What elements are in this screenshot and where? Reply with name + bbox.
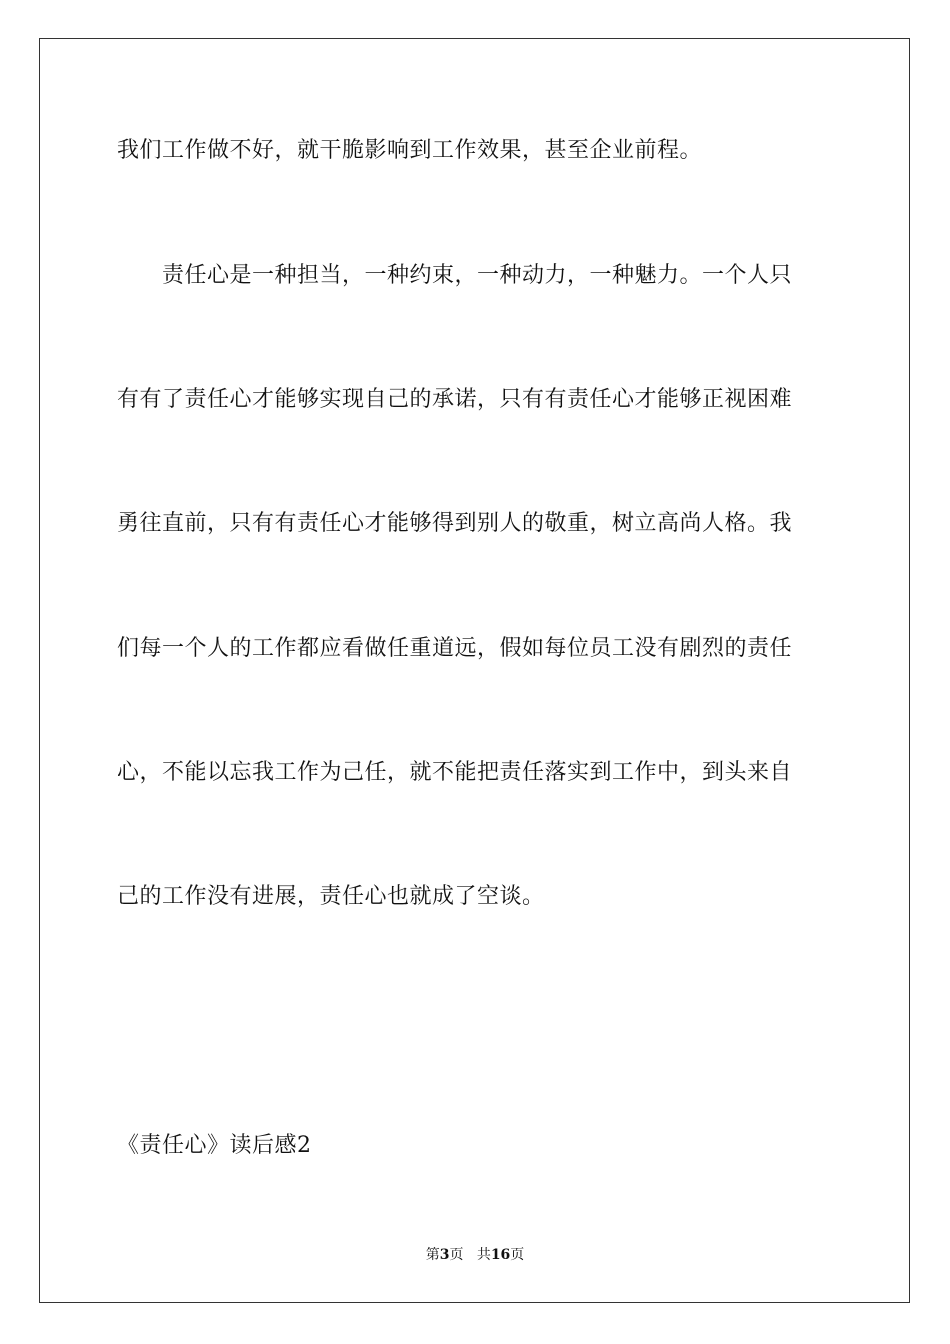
footer-page-number: 3 <box>439 1247 450 1263</box>
footer-page-prefix: 第 <box>425 1247 440 1263</box>
body-line-3: 有有了责任心才能够实现自己的承诺，只有有责任心才能够正视困难 <box>117 387 793 412</box>
section-title: 《责任心》读后感2 <box>117 1133 312 1158</box>
page-border <box>39 38 910 1303</box>
body-line-5: 们每一个人的工作都应看做任重道远，假如每位员工没有剧烈的责任 <box>117 636 793 661</box>
footer-total-prefix: 共 <box>476 1247 491 1263</box>
footer-page-suffix: 页 <box>449 1247 464 1263</box>
body-line-4: 勇往直前，只有有责任心才能够得到别人的敬重，树立高尚人格。我 <box>117 511 793 536</box>
body-line-7: 己的工作没有进展，责任心也就成了空谈。 <box>117 884 545 909</box>
body-line-2: 责任心是一种担当，一种约束，一种动力，一种魅力。一个人只 <box>117 263 793 288</box>
body-line-6: 心，不能以忘我工作为己任，就不能把责任落实到工作中，到头来自 <box>117 760 793 785</box>
footer-total-suffix: 页 <box>510 1247 525 1263</box>
page-footer <box>0 1246 950 1264</box>
footer-total-number: 16 <box>490 1247 511 1263</box>
body-line-1: 我们工作做不好，就干脆影响到工作效果，甚至企业前程。 <box>117 138 703 163</box>
